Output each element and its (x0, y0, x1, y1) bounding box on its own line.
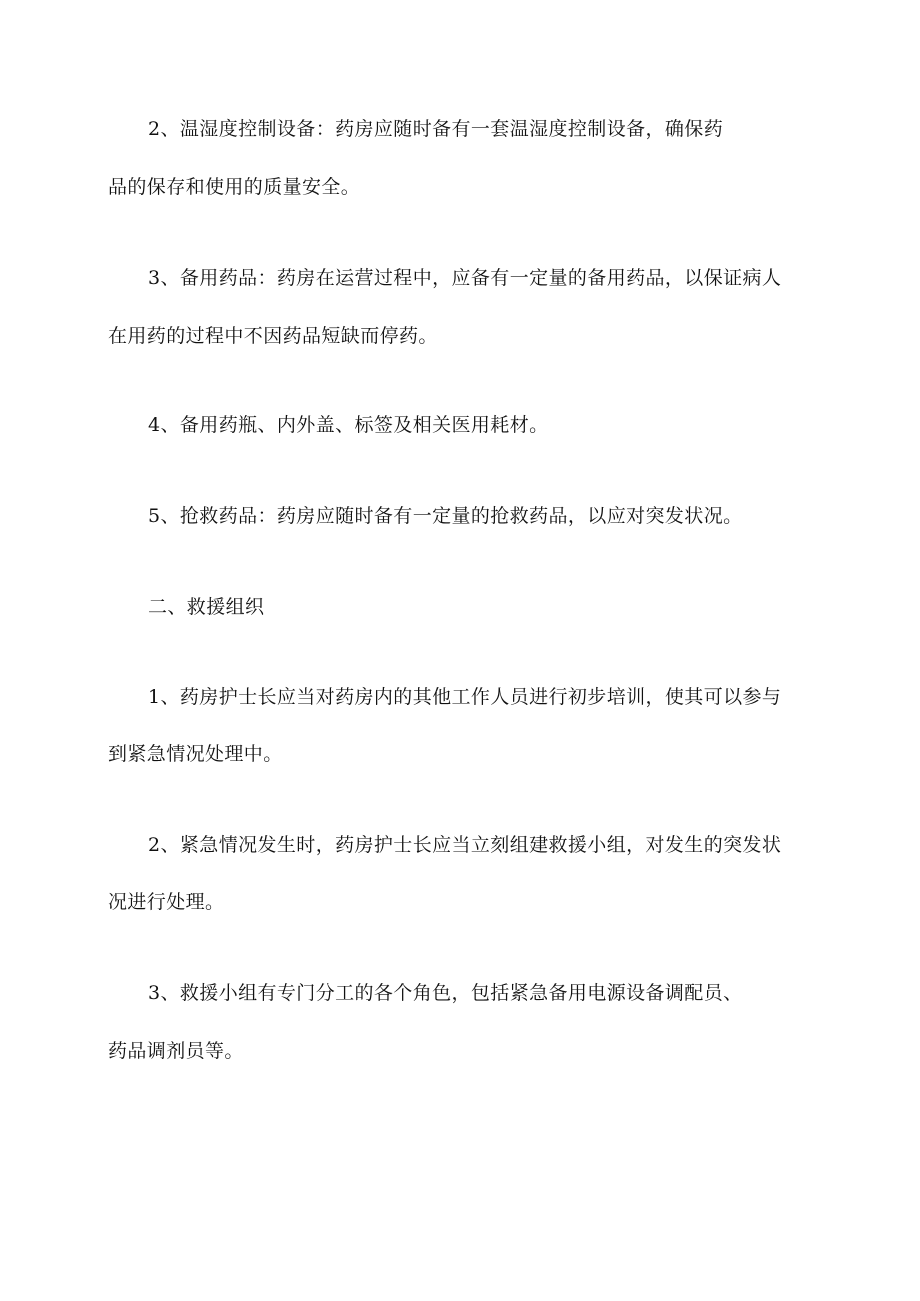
section-2-heading: 二、救援组织 (148, 596, 265, 618)
item-3-backup-drugs-line-1: 3、备用药品：药房在运营过程中，应备有一定量的备用药品，以保证病人 (148, 267, 782, 289)
item-4-bottles: 4、备用药瓶、内外盖、标签及相关医用耗材。 (148, 414, 549, 436)
org-item-3-line-2: 药品调剂员等。 (108, 1040, 244, 1062)
org-item-2-line-1: 2、紧急情况发生时，药房护士长应当立刻组建救援小组，对发生的突发状 (148, 834, 782, 856)
org-item-1-line-2: 到紧急情况处理中。 (108, 743, 283, 765)
org-item-3-line-1: 3、救援小组有专门分工的各个角色，包括紧急备用电源设备调配员、 (148, 982, 743, 1004)
item-2-temperature-line-1: 2、温湿度控制设备：药房应随时备有一套温湿度控制设备，确保药 (148, 118, 724, 140)
org-item-1-line-1: 1、药房护士长应当对药房内的其他工作人员进行初步培训，使其可以参与 (148, 686, 782, 708)
item-3-backup-drugs-line-2: 在用药的过程中不因药品短缺而停药。 (108, 325, 438, 347)
item-5-rescue-drugs: 5、抢救药品：药房应随时备有一定量的抢救药品，以应对突发状况。 (148, 505, 743, 527)
org-item-2-line-2: 况进行处理。 (108, 891, 225, 913)
item-2-temperature-line-2: 品的保存和使用的质量安全。 (108, 176, 361, 198)
